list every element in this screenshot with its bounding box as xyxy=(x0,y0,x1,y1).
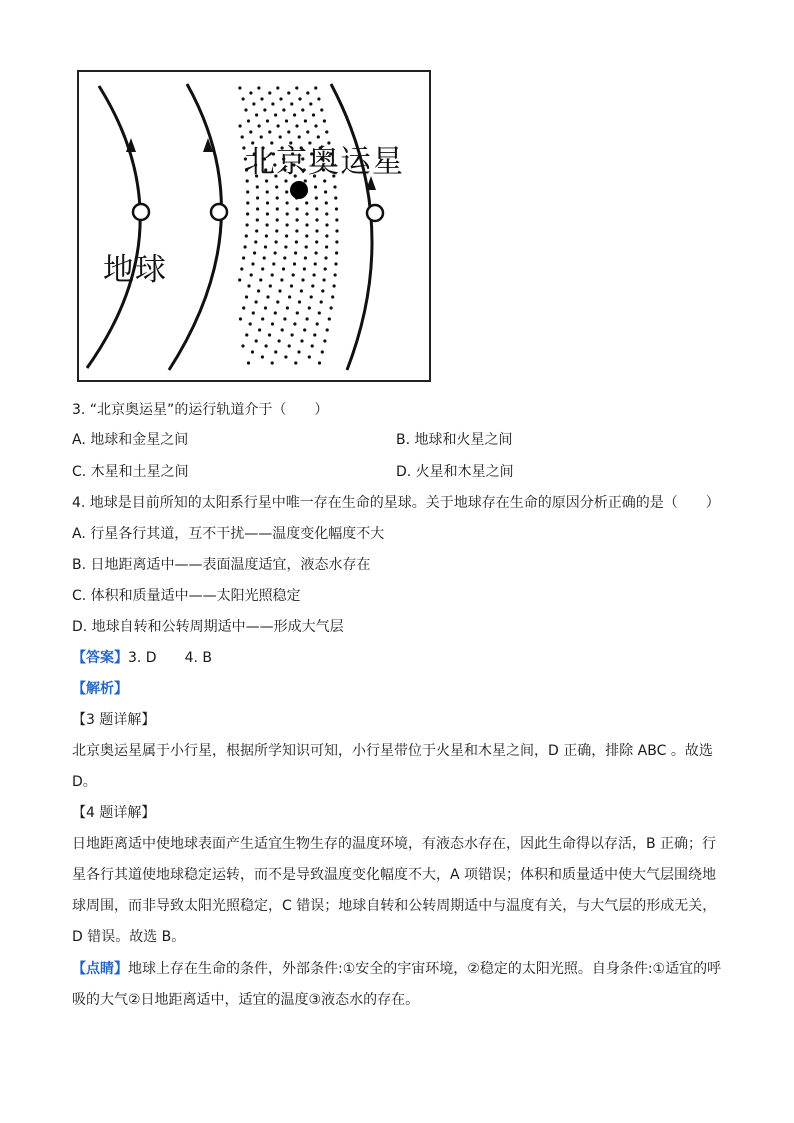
belt-dot xyxy=(315,218,318,221)
belt-dot xyxy=(293,322,296,325)
belt-dot xyxy=(315,240,318,243)
belt-dot xyxy=(292,273,295,276)
belt-dot xyxy=(286,212,289,215)
belt-dot xyxy=(255,300,258,303)
belt-dot xyxy=(320,300,323,303)
question-4-detail-heading: 【4 题详解】 xyxy=(72,805,156,821)
belt-dot xyxy=(268,91,271,94)
belt-dot xyxy=(268,333,271,336)
belt-dot xyxy=(296,207,299,210)
belt-dot xyxy=(252,102,255,105)
belt-dot xyxy=(260,97,263,100)
belt-dot xyxy=(246,212,249,215)
belt-dot xyxy=(305,212,308,215)
belt-dot xyxy=(255,113,258,116)
belt-dot xyxy=(314,86,317,89)
belt-dot xyxy=(315,196,318,199)
belt-dot xyxy=(291,333,294,336)
belt-dot xyxy=(269,284,272,287)
belt-dot xyxy=(335,207,338,210)
belt-dot xyxy=(256,207,259,210)
belt-dot xyxy=(320,108,323,111)
belt-dot xyxy=(301,278,304,281)
belt-dot xyxy=(277,124,280,127)
belt-dot xyxy=(266,190,269,193)
belt-dot xyxy=(298,300,301,303)
belt-dot xyxy=(310,295,313,298)
belt-dot xyxy=(276,300,279,303)
orbit-diagram xyxy=(77,70,431,382)
question-4-option-a: A. 行星各行其道，互不干扰——温度变化幅度不大 xyxy=(72,526,385,542)
belt-dot xyxy=(255,229,258,232)
belt-dot xyxy=(323,119,326,122)
belt-dot xyxy=(275,240,278,243)
belt-dot xyxy=(271,361,274,364)
belt-dot xyxy=(258,124,261,127)
belt-dot xyxy=(282,108,285,111)
belt-dot xyxy=(275,229,278,232)
belt-dot xyxy=(318,311,321,314)
belt-dot xyxy=(245,234,248,237)
belt-dot xyxy=(305,245,308,248)
belt-dot xyxy=(301,108,304,111)
belt-dot xyxy=(276,207,279,210)
belt-dot xyxy=(246,190,249,193)
belt-dot xyxy=(282,267,285,270)
asteroid-label: 北京奥运星 xyxy=(244,144,404,180)
belt-dot xyxy=(295,124,298,127)
belt-dot xyxy=(316,322,319,325)
belt-dot xyxy=(245,333,248,336)
belt-dot xyxy=(276,196,279,199)
belt-dot xyxy=(242,97,245,100)
belt-dot xyxy=(314,124,317,127)
belt-dot xyxy=(324,267,327,270)
belt-dot xyxy=(266,201,269,204)
belt-dot xyxy=(266,295,269,298)
belt-dot xyxy=(300,289,303,292)
question-3-stem: 3. “北京奥运星”的运行轨道介于（ ） xyxy=(72,402,329,418)
belt-dot xyxy=(290,284,293,287)
answer-line xyxy=(72,648,212,668)
belt-dot xyxy=(305,201,308,204)
belt-dot xyxy=(274,350,277,353)
belt-dot xyxy=(257,289,260,292)
belt-dot xyxy=(294,361,297,364)
belt-dot xyxy=(250,273,253,276)
belt-dot xyxy=(252,311,255,314)
belt-dot xyxy=(306,91,309,94)
asteroid-belt xyxy=(238,86,339,364)
belt-dot xyxy=(295,86,298,89)
belt-dot xyxy=(286,223,289,226)
belt-dot xyxy=(334,262,337,265)
belt-dot xyxy=(244,108,247,111)
belt-dot xyxy=(335,218,338,221)
belt-dot xyxy=(335,251,338,254)
belt-dot xyxy=(290,102,293,105)
belt-dot xyxy=(249,130,252,133)
tip-paragraph xyxy=(72,954,722,1016)
belt-dot xyxy=(314,262,317,265)
belt-dot xyxy=(284,245,287,248)
belt-dot xyxy=(315,207,318,210)
belt-dot xyxy=(325,223,328,226)
belt-dot xyxy=(313,273,316,276)
belt-dot xyxy=(274,311,277,314)
belt-dot xyxy=(330,306,333,309)
belt-dot xyxy=(309,102,312,105)
belt-dot xyxy=(297,350,300,353)
belt-dot xyxy=(304,119,307,122)
belt-dot xyxy=(275,185,278,188)
belt-dot xyxy=(315,229,318,232)
belt-dot xyxy=(323,339,326,342)
belt-dot xyxy=(280,278,283,281)
belt-dot xyxy=(288,344,291,347)
belt-dot xyxy=(281,328,284,331)
question-3-detail-text: 北京奥运星属于小行星，根据所学知识可知，小行星带位于火星和木星之间，D 正确，排除 ABC 。故选 D。 xyxy=(72,743,713,790)
belt-dot xyxy=(265,344,268,347)
belt-dot xyxy=(249,91,252,94)
question-4-option-c: C. 体积和质量适中——太阳光照稳定 xyxy=(72,588,301,604)
analysis-heading xyxy=(72,679,128,699)
belt-dot xyxy=(311,284,314,287)
belt-dot xyxy=(314,185,317,188)
belt-dot xyxy=(242,256,245,259)
belt-dot xyxy=(305,234,308,237)
belt-dot xyxy=(255,339,258,342)
belt-dot xyxy=(246,223,249,226)
question-4-option-b: B. 日地距离适中——表面温度适宜，液态水存在 xyxy=(72,557,371,573)
answer-tag: 【答案】 xyxy=(72,650,128,666)
belt-dot xyxy=(247,361,250,364)
belt-dot xyxy=(303,328,306,331)
tip-tag: 【点睛】 xyxy=(72,961,128,977)
belt-dot xyxy=(334,196,337,199)
belt-dot xyxy=(247,119,250,122)
orbit-outer xyxy=(331,84,372,370)
belt-dot xyxy=(335,240,338,243)
asteroid-dot xyxy=(290,181,308,199)
belt-dot xyxy=(311,344,314,347)
belt-dot xyxy=(318,361,321,364)
belt-dot xyxy=(328,317,331,320)
belt-dot xyxy=(313,333,316,336)
belt-dot xyxy=(284,355,287,358)
belt-dot xyxy=(241,344,244,347)
belt-dot xyxy=(321,350,324,353)
question-3-option-b: B. 地球和火星之间 xyxy=(396,432,513,448)
belt-dot xyxy=(278,339,281,342)
belt-dot xyxy=(239,317,242,320)
orbit-diagram-svg xyxy=(79,72,429,380)
belt-dot xyxy=(261,355,264,358)
belt-dot xyxy=(323,278,326,281)
belt-dot xyxy=(296,311,299,314)
belt-dot xyxy=(271,273,274,276)
belt-dot xyxy=(295,240,298,243)
orbit-inner xyxy=(87,86,140,368)
planet-marker-inner xyxy=(133,204,149,220)
earth-label: 地球 xyxy=(103,252,167,288)
belt-dot xyxy=(258,328,261,331)
belt-dot xyxy=(246,201,249,204)
belt-dot xyxy=(256,196,259,199)
belt-dot xyxy=(333,284,336,287)
belt-dot xyxy=(286,201,289,204)
belt-dot xyxy=(272,262,275,265)
tip-text: 地球上存在生命的条件，外部条件:①安全的宇宙环境，②稳定的太阳光照。自身条件:①适宜的呼吸的大气②日地距离适中，适宜的温度③液态水的存在。 xyxy=(72,961,722,1008)
belt-dot xyxy=(333,185,336,188)
belt-dot xyxy=(300,339,303,342)
belt-dot xyxy=(283,317,286,320)
belt-dot xyxy=(306,317,309,320)
belt-dot xyxy=(264,306,267,309)
belt-dot xyxy=(321,289,324,292)
belt-dot xyxy=(263,256,266,259)
belt-dot xyxy=(271,322,274,325)
belt-dot xyxy=(251,350,254,353)
belt-dot xyxy=(268,130,271,133)
planet-marker-outer xyxy=(367,205,383,221)
belt-dot xyxy=(296,218,299,221)
belt-dot xyxy=(238,278,241,281)
belt-dot xyxy=(264,245,267,248)
belt-dot xyxy=(306,130,309,133)
belt-dot xyxy=(305,223,308,226)
belt-dot xyxy=(315,251,318,254)
orbit-earth xyxy=(169,84,221,370)
belt-dot xyxy=(271,102,274,105)
belt-dot xyxy=(274,113,277,116)
belt-dot xyxy=(254,240,257,243)
belt-dot xyxy=(283,256,286,259)
question-4-option-d: D. 地球自转和公转周期适中——形成大气层 xyxy=(72,619,344,635)
belt-dot xyxy=(261,267,264,270)
belt-dot xyxy=(335,229,338,232)
belt-dot xyxy=(279,97,282,100)
question-3-option-d: D. 火星和木星之间 xyxy=(396,464,514,480)
belt-dot xyxy=(324,256,327,259)
belt-dot xyxy=(325,201,328,204)
belt-dot xyxy=(312,113,315,116)
belt-dot xyxy=(261,317,264,320)
question-4-stem: 4. 地球是目前所知的太阳系行星中唯一存在生命的星球。关于地球存在生命的原因分析正确的是（ ） xyxy=(72,495,720,511)
belt-dot xyxy=(238,86,241,89)
belt-dot xyxy=(266,119,269,122)
belt-dot xyxy=(247,284,250,287)
answer-text: 3. D 4. B xyxy=(128,650,212,666)
belt-dot xyxy=(285,119,288,122)
belt-dot xyxy=(266,223,269,226)
belt-dot xyxy=(285,234,288,237)
belt-dot xyxy=(249,322,252,325)
belt-dot xyxy=(263,108,266,111)
belt-dot xyxy=(334,273,337,276)
analysis-tag: 【解析】 xyxy=(72,681,128,697)
belt-dot xyxy=(257,86,260,89)
belt-dot xyxy=(286,306,289,309)
belt-dot xyxy=(325,130,328,133)
belt-dot xyxy=(325,234,328,237)
belt-dot xyxy=(245,295,248,298)
belt-dot xyxy=(325,245,328,248)
belt-dot xyxy=(256,185,259,188)
belt-dot xyxy=(304,256,307,259)
belt-dot xyxy=(317,97,320,100)
belt-dot xyxy=(285,190,288,193)
belt-dot xyxy=(287,130,290,133)
belt-dot xyxy=(298,97,301,100)
belt-dot xyxy=(308,355,311,358)
belt-dot xyxy=(266,212,269,215)
belt-dot xyxy=(244,245,247,248)
belt-dot xyxy=(251,262,254,265)
belt-dot xyxy=(308,306,311,309)
belt-dot xyxy=(253,251,256,254)
question-4-detail-text: 日地距离适中使地球表面产生适宜生物生存的温度环境，有液态水存在，因此生命得以存活，B 正确；行星各行其道使地球稳定运转，而不是导致温度变化幅度不大，A 项错误；体积和质量适中使大气层围绕地球周围，而非导致太阳光照稳定，C 错误；地球自转和公转周期适中与温度有关，与大气层的形成无关，D 错误。故选 B。 xyxy=(72,836,717,945)
belt-dot xyxy=(265,234,268,237)
belt-dot xyxy=(331,295,334,298)
question-3-detail-heading: 【3 题详解】 xyxy=(72,712,156,728)
belt-dot xyxy=(288,295,291,298)
belt-dot xyxy=(240,267,243,270)
belt-dot xyxy=(242,306,245,309)
belt-dot xyxy=(293,262,296,265)
belt-dot xyxy=(324,190,327,193)
belt-dot xyxy=(326,328,329,331)
planet-marker-earth xyxy=(211,204,227,220)
belt-dot xyxy=(239,124,242,127)
belt-dot xyxy=(274,251,277,254)
belt-dot xyxy=(287,91,290,94)
belt-dot xyxy=(276,86,279,89)
belt-dot xyxy=(276,218,279,221)
belt-dot xyxy=(325,212,328,215)
question-3-option-c: C. 木星和土星之间 xyxy=(72,464,189,480)
belt-dot xyxy=(259,278,262,281)
question-3-option-a: A. 地球和金星之间 xyxy=(72,432,189,448)
belt-dot xyxy=(294,251,297,254)
belt-dot xyxy=(293,113,296,116)
belt-dot xyxy=(295,229,298,232)
belt-dot xyxy=(303,267,306,270)
belt-dot xyxy=(278,289,281,292)
belt-dot xyxy=(256,218,259,221)
